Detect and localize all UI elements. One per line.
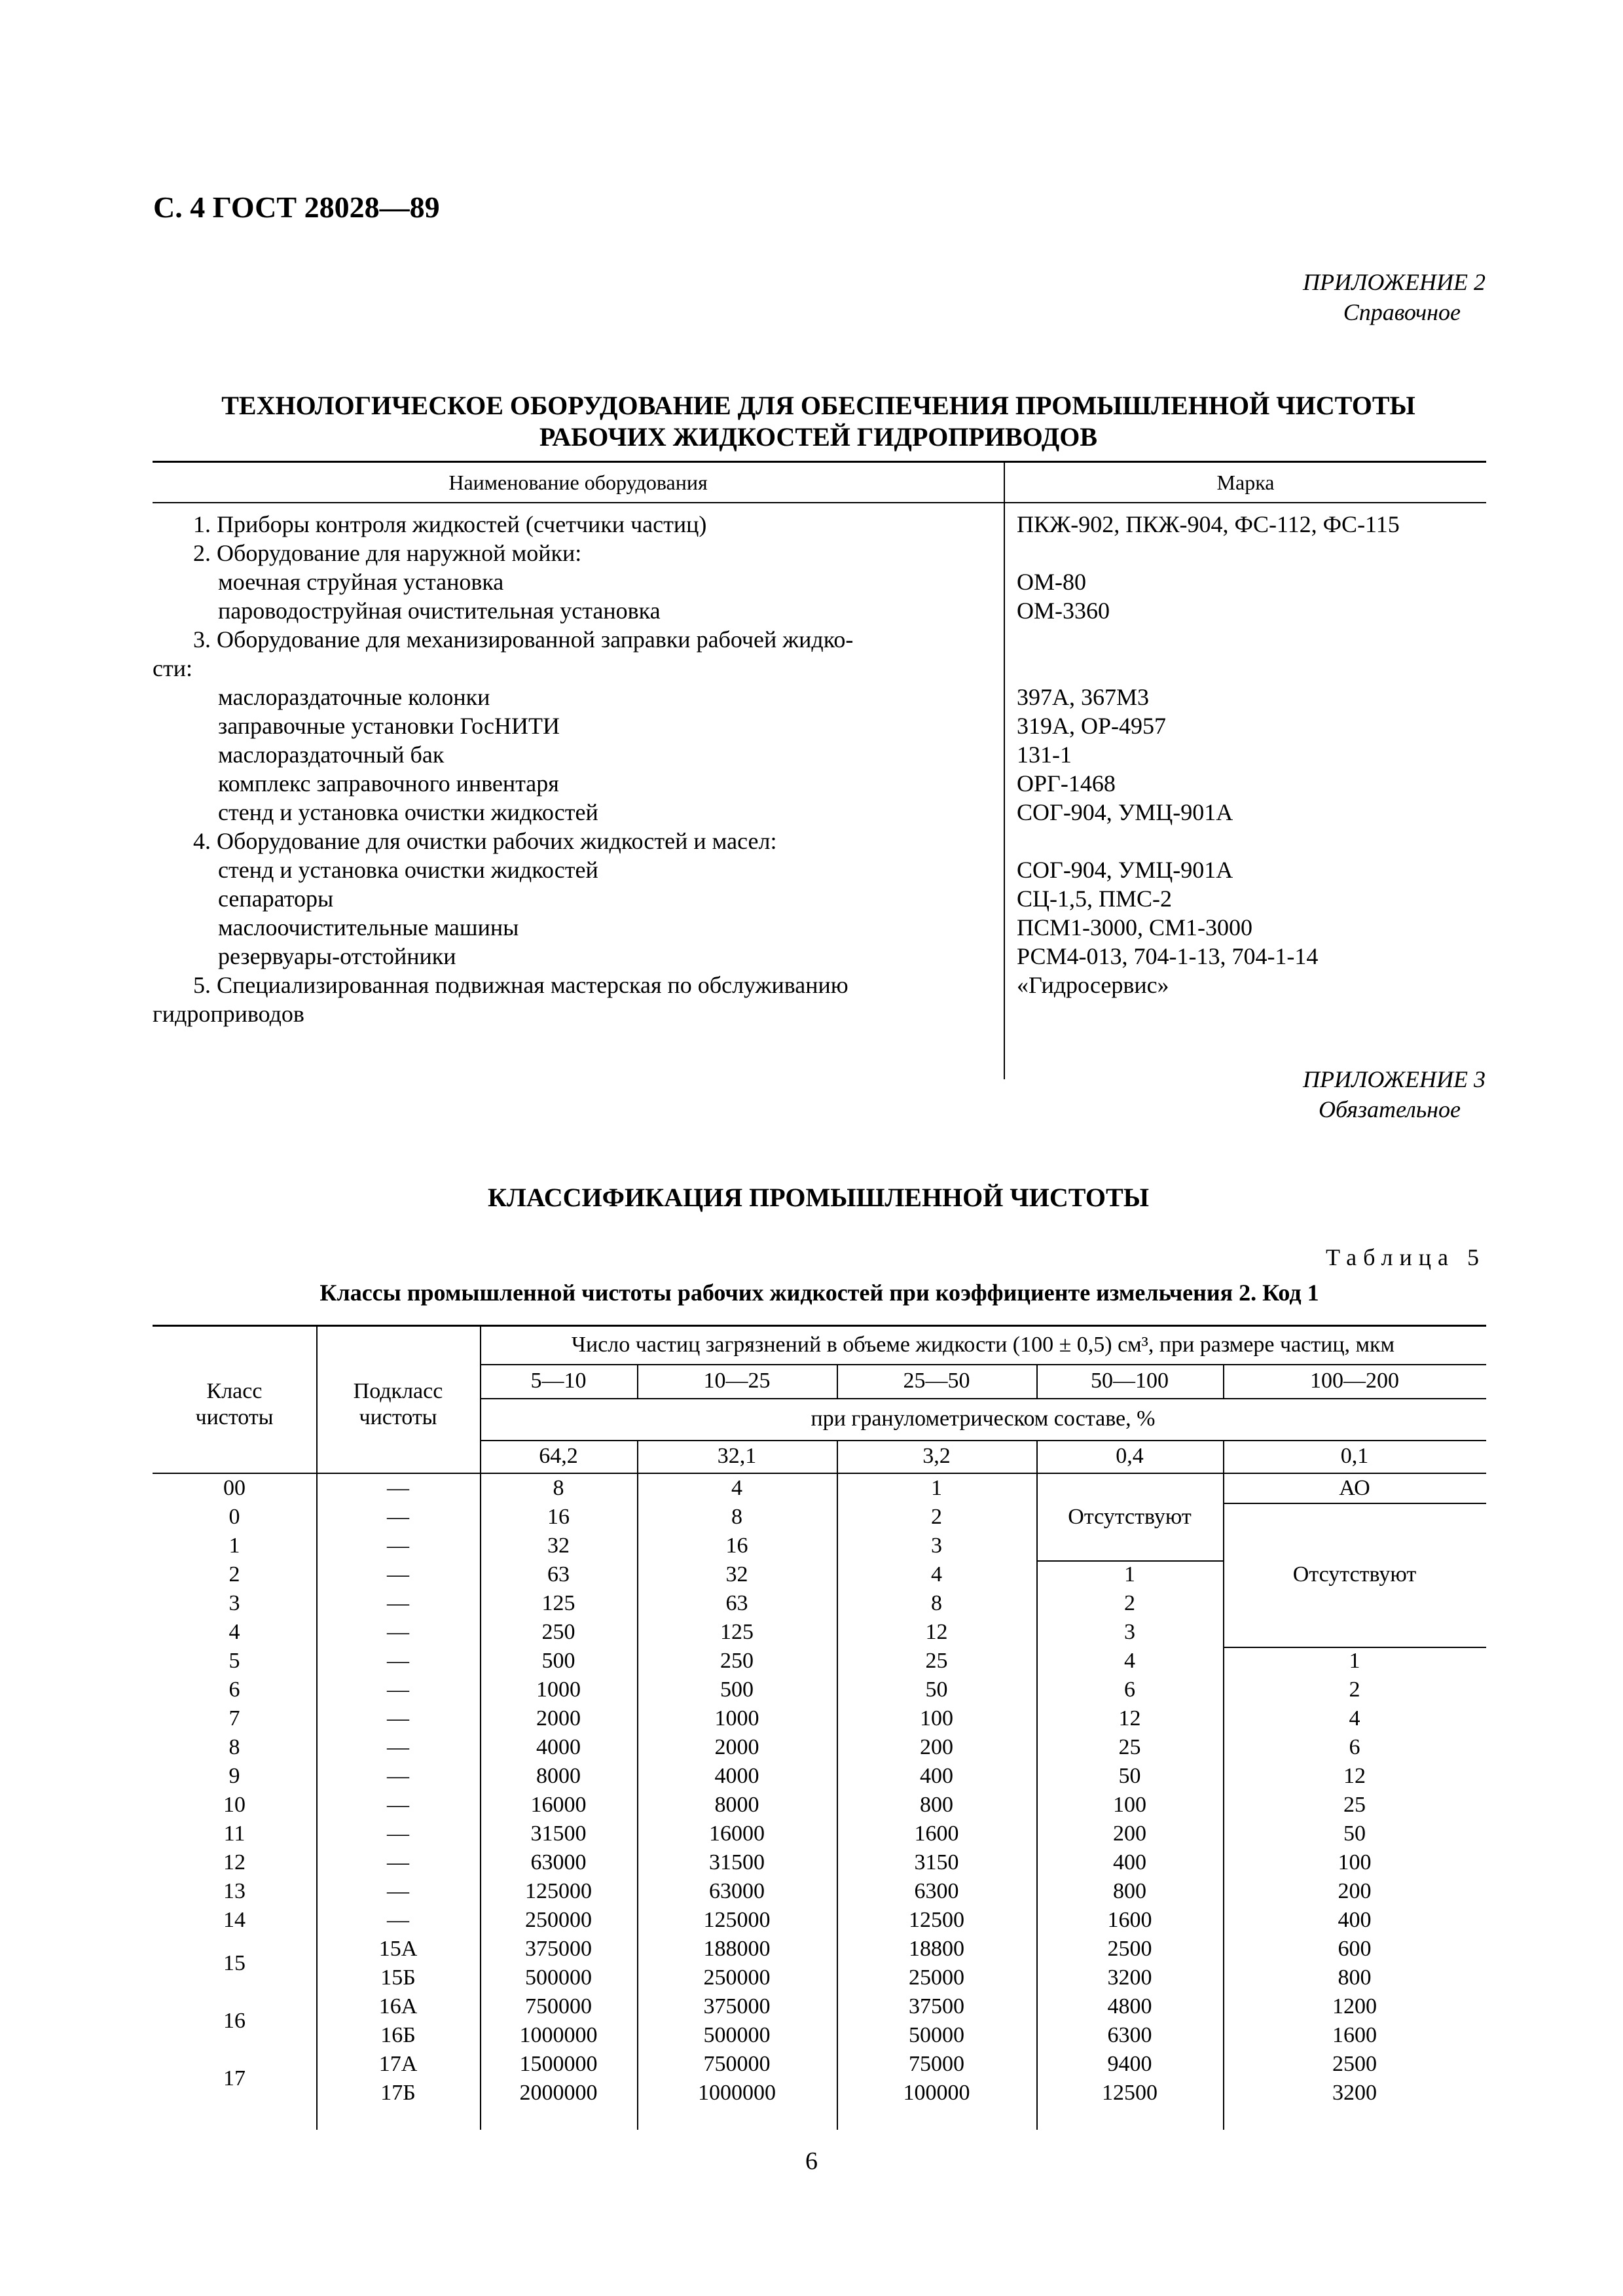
class-value: 5 xyxy=(228,1649,240,1673)
class-value: 14 xyxy=(223,1908,246,1932)
subclass-value: — xyxy=(387,1649,409,1673)
subclass-value: 15Б xyxy=(380,1965,416,1990)
class-value: 00 xyxy=(223,1476,246,1500)
class-value: 11 xyxy=(223,1821,246,1846)
particle-count-value: 1 xyxy=(1124,1562,1135,1587)
section-2-title: КЛАССИФИКАЦИЯ ПРОМЫШЛЕННОЙ ЧИСТОТЫ xyxy=(488,1183,1149,1212)
particle-count-value: 1200 xyxy=(1332,1994,1377,2018)
particle-count-value: 16000 xyxy=(709,1821,765,1846)
equipment-name-cell: стенд и установка очистки жидкостей xyxy=(218,857,598,883)
equipment-mark-cell: ПКЖ-902, ПКЖ-904, ФС-112, ФС-115 xyxy=(1017,511,1400,537)
particle-count-value: 25 xyxy=(925,1649,948,1673)
particle-count-value: 400 xyxy=(1113,1850,1146,1874)
appendix-3-type: Обязательное xyxy=(1319,1096,1461,1122)
particle-count-value: 1000000 xyxy=(698,2081,776,2105)
equipment-mark-cell: СЦ-1,5, ПМС-2 xyxy=(1017,886,1173,912)
class-value: 8 xyxy=(228,1735,240,1759)
absent-note: Отсутствуют xyxy=(1292,1562,1417,1587)
equipment-mark-cell: 319А, ОР-4957 xyxy=(1017,713,1167,739)
particle-count-value: 250000 xyxy=(703,1965,771,1990)
particle-count-value: 37500 xyxy=(909,1994,964,2018)
particle-count-value: 250000 xyxy=(525,1908,592,1932)
column-rule xyxy=(1036,1364,1038,1398)
equipment-name-cell: маслораздаточные колонки xyxy=(218,684,490,710)
particle-count-value: 2 xyxy=(931,1505,942,1529)
particle-count-value: 12 xyxy=(1118,1706,1141,1731)
particle-count-value: 3 xyxy=(931,1534,942,1558)
particle-count-value: 800 xyxy=(920,1793,953,1817)
particle-count-value: 250 xyxy=(541,1620,575,1644)
equipment-name-cell: 3. Оборудование для механизированной заправки рабочей жидко- xyxy=(193,626,854,653)
class-value: 2 xyxy=(228,1562,240,1587)
equipment-mark-cell: ОРГ-1468 xyxy=(1017,770,1116,797)
particle-count-value: 63 xyxy=(725,1591,748,1615)
equipment-name-cell: 4. Оборудование для очистки рабочих жидкостей и масел: xyxy=(193,828,777,854)
section-1-title xyxy=(151,390,1486,453)
subclass-value: — xyxy=(387,1793,409,1817)
particle-count-value: 6300 xyxy=(1107,2023,1152,2047)
particle-count-value: 100 xyxy=(920,1706,953,1731)
particle-count-value: 8 xyxy=(553,1476,564,1500)
particle-count-value: 1600 xyxy=(914,1821,959,1846)
equipment-name-cell: пароводоструйная очистительная установка xyxy=(218,598,661,624)
subclass-value: — xyxy=(387,1821,409,1846)
equipment-name-header: Наименование оборудования xyxy=(153,463,1005,502)
equipment-name-cell: 5. Специализированная подвижная мастерская по обслуживанию xyxy=(193,972,848,998)
percent-header: 0,1 xyxy=(1340,1444,1369,1468)
equipment-name-cell: гидроприводов xyxy=(153,1001,304,1027)
absent-block-rule xyxy=(1036,1560,1223,1562)
size-range-header: 10—25 xyxy=(703,1369,771,1393)
particle-count-value: 63 xyxy=(547,1562,570,1587)
particle-count-value: 2000 xyxy=(714,1735,759,1759)
subclass-value: — xyxy=(387,1677,409,1702)
particle-count-value: 9400 xyxy=(1107,2052,1152,2076)
equipment-name-cell: комплекс заправочного инвентаря xyxy=(218,770,559,797)
equipment-name-cell: моечная струйная установка xyxy=(218,569,504,595)
particle-count-value: 32 xyxy=(725,1562,748,1587)
class-header: Класс xyxy=(206,1379,263,1403)
particle-count-value: 500 xyxy=(720,1677,754,1702)
equipment-mark-cell: РСМ4-013, 704-1-13, 704-1-14 xyxy=(1017,943,1319,969)
table-number: Таблица 5 xyxy=(1326,1244,1486,1270)
absent-block-rule xyxy=(1223,1647,1486,1648)
subclass-value: — xyxy=(387,1908,409,1932)
equipment-name-cell: маслораздаточный бак xyxy=(218,742,445,768)
particle-count-value: 6300 xyxy=(914,1879,959,1903)
particle-count-value: 100 xyxy=(1113,1793,1146,1817)
particle-count-value: 600 xyxy=(1338,1937,1372,1961)
equipment-table xyxy=(153,461,1486,1079)
subclass-value: — xyxy=(387,1850,409,1874)
percent-header: 0,4 xyxy=(1116,1444,1144,1468)
subclass-value: — xyxy=(387,1534,409,1558)
class-value: 10 xyxy=(223,1793,246,1817)
particle-count-value: 1600 xyxy=(1107,1908,1152,1932)
equipment-mark-cell: 397А, 367М3 xyxy=(1017,684,1150,710)
size-range-header: 100—200 xyxy=(1310,1369,1399,1393)
equipment-name-cell: резервуары-отстойники xyxy=(218,943,456,969)
size-range-header: 50—100 xyxy=(1091,1369,1169,1393)
particle-count-value: 18800 xyxy=(909,1937,964,1961)
particle-count-value: 1 xyxy=(931,1476,942,1500)
particle-count-value: 200 xyxy=(1113,1821,1146,1846)
particle-count-value: 500 xyxy=(541,1649,575,1673)
particle-count-value: 50 xyxy=(1343,1821,1366,1846)
appendix-2-label xyxy=(1303,267,1486,327)
particle-count-value: 1600 xyxy=(1332,2023,1377,2047)
subclass-value: — xyxy=(387,1735,409,1759)
equipment-mark-cell: 131-1 xyxy=(1017,742,1072,768)
equipment-mark-cell: ПСМ1-3000, СМ1-3000 xyxy=(1017,914,1253,941)
particle-count-value: 2 xyxy=(1124,1591,1135,1615)
class-value: 12 xyxy=(223,1850,246,1874)
equipment-name-cell: 2. Оборудование для наружной мойки: xyxy=(193,540,582,566)
size-range-header: 5—10 xyxy=(530,1369,587,1393)
particle-count-value: 6 xyxy=(1124,1677,1135,1702)
particle-count-value: 2500 xyxy=(1107,1937,1152,1961)
particle-count-value: 125000 xyxy=(703,1908,771,1932)
subclass-header: Подкласс xyxy=(353,1379,443,1403)
subclass-value: — xyxy=(387,1476,409,1500)
appendix-2-title: ПРИЛОЖЕНИЕ 2 xyxy=(1303,269,1486,295)
section-1-title-line-2: РАБОЧИХ ЖИДКОСТЕЙ ГИДРОПРИВОДОВ xyxy=(539,422,1098,452)
particle-count-value: 250 xyxy=(720,1649,754,1673)
class-value: 6 xyxy=(228,1677,240,1702)
particle-count-value: 750000 xyxy=(525,1994,592,2018)
equipment-mark-cell: СОГ-904, УМЦ-901А xyxy=(1017,799,1233,825)
equipment-name-cell: заправочные установки ГосНИТИ xyxy=(218,713,560,739)
class-value: 0 xyxy=(228,1505,240,1529)
particle-count-value: 2500 xyxy=(1332,2052,1377,2076)
column-rule xyxy=(1223,1364,1224,1398)
equipment-mark-header: Марка xyxy=(1216,470,1275,494)
equipment-name-cell: стенд и установка очистки жидкостей xyxy=(218,799,598,825)
class-value: 16 xyxy=(223,2009,246,2033)
equipment-table-header xyxy=(153,463,1486,503)
particle-count-value: 3150 xyxy=(914,1850,959,1874)
particle-count-value: 200 xyxy=(1338,1879,1372,1903)
ao-note: АО xyxy=(1339,1476,1370,1500)
cleanliness-class-table xyxy=(153,1325,1486,2130)
appendix-2-type: Справочное xyxy=(1343,299,1461,325)
particle-count-value: 2000 xyxy=(536,1706,581,1731)
class-value: 17 xyxy=(223,2066,246,2090)
equipment-mark-cell: «Гидросервис» xyxy=(1017,972,1169,998)
particle-count-value: 4 xyxy=(1124,1649,1135,1673)
particle-count-value: 400 xyxy=(920,1764,953,1788)
percent-header: 3,2 xyxy=(922,1444,951,1468)
subclass-value: — xyxy=(387,1620,409,1644)
size-range-header: 25—50 xyxy=(903,1369,970,1393)
subclass-value: — xyxy=(387,1706,409,1731)
particle-count-value: 25 xyxy=(1343,1793,1366,1817)
particle-count-value: 375000 xyxy=(525,1937,592,1961)
subclass-value: — xyxy=(387,1562,409,1587)
column-rule xyxy=(637,1364,638,1398)
particle-count-value: 100 xyxy=(1338,1850,1372,1874)
subclass-value: — xyxy=(387,1764,409,1788)
subclass-value: — xyxy=(387,1591,409,1615)
column-rule xyxy=(837,1364,838,1398)
subclass-header: чистоты xyxy=(359,1405,437,1429)
particle-count-value: 4 xyxy=(931,1562,942,1587)
equipment-name-cell: маслоочистительные машины xyxy=(218,914,519,941)
particle-count-value: 31500 xyxy=(709,1850,765,1874)
particle-count-value: 12 xyxy=(1343,1764,1366,1788)
granulometric-header: при гранулометрическом составе, % xyxy=(811,1407,1156,1431)
class-value: 7 xyxy=(228,1706,240,1731)
particle-count-value: 125 xyxy=(541,1591,575,1615)
particle-count-value: 125 xyxy=(720,1620,754,1644)
subclass-value: — xyxy=(387,1505,409,1529)
particle-count-value: 400 xyxy=(1338,1908,1372,1932)
section-1-title-line-1: ТЕХНОЛОГИЧЕСКОЕ ОБОРУДОВАНИЕ ДЛЯ ОБЕСПЕЧЕНИЯ ПРОМЫШЛЕННОЙ ЧИСТОТЫ xyxy=(221,391,1415,420)
particle-count-value: 31500 xyxy=(530,1821,587,1846)
particle-count-value: 12500 xyxy=(1102,2081,1158,2105)
particle-count-value: 8 xyxy=(731,1505,742,1529)
particle-count-value: 32 xyxy=(547,1534,570,1558)
particle-count-header: Число частиц загрязнений в объеме жидкости (100 ± 0,5) см³, при размере частиц, мкм xyxy=(571,1333,1395,1357)
subclass-value: 16Б xyxy=(380,2023,416,2047)
particle-count-value: 375000 xyxy=(703,1994,771,2018)
particle-count-value: 1 xyxy=(1349,1649,1360,1673)
class-value: 9 xyxy=(228,1764,240,1788)
subclass-value: 17А xyxy=(378,2052,418,2076)
particle-count-value: 63000 xyxy=(530,1850,587,1874)
class-value: 1 xyxy=(228,1534,240,1558)
particle-count-value: 8000 xyxy=(536,1764,581,1788)
particle-count-value: 750000 xyxy=(703,2052,771,2076)
column-divider xyxy=(1004,503,1005,1079)
particle-count-value: 50 xyxy=(925,1677,948,1702)
class-value: 3 xyxy=(228,1591,240,1615)
particle-count-value: 1000 xyxy=(714,1706,759,1731)
particle-count-value: 1000 xyxy=(536,1677,581,1702)
particle-count-value: 1500000 xyxy=(519,2052,598,2076)
class-value: 4 xyxy=(228,1620,240,1644)
equipment-name-cell: сти: xyxy=(153,655,192,681)
particle-count-value: 200 xyxy=(920,1735,953,1759)
particle-count-value: 8000 xyxy=(714,1793,759,1817)
particle-count-value: 12500 xyxy=(909,1908,964,1932)
subclass-value: 15А xyxy=(378,1937,418,1961)
particle-count-value: 800 xyxy=(1113,1879,1146,1903)
percent-header: 32,1 xyxy=(717,1444,757,1468)
particle-count-value: 12 xyxy=(925,1620,948,1644)
table-top-rule xyxy=(153,1325,1486,1327)
particle-count-value: 188000 xyxy=(703,1937,771,1961)
page-number: 6 xyxy=(805,2147,818,2175)
particle-count-value: 6 xyxy=(1349,1735,1360,1759)
absent-note: Отсутствуют xyxy=(1068,1505,1192,1529)
particle-count-value: 16 xyxy=(547,1505,570,1529)
equipment-mark-cell: ОМ-3360 xyxy=(1017,598,1110,624)
particle-count-value: 100000 xyxy=(903,2081,970,2105)
particle-count-value: 2000000 xyxy=(519,2081,598,2105)
particle-count-value: 800 xyxy=(1338,1965,1372,1990)
particle-count-value: 3200 xyxy=(1332,2081,1377,2105)
subclass-value: — xyxy=(387,1879,409,1903)
equipment-mark-cell: ОМ-80 xyxy=(1017,569,1086,595)
equipment-mark-cell: СОГ-904, УМЦ-901А xyxy=(1017,857,1233,883)
equipment-table-body xyxy=(153,503,1486,1079)
particle-count-value: 50 xyxy=(1118,1764,1141,1788)
particle-count-value: 8 xyxy=(931,1591,942,1615)
equipment-name-cell: 1. Приборы контроля жидкостей (счетчики частиц) xyxy=(193,511,707,537)
particle-count-value: 75000 xyxy=(909,2052,964,2076)
page-header: С. 4 ГОСТ 28028—89 xyxy=(153,190,440,224)
particle-count-value: 4000 xyxy=(536,1735,581,1759)
particle-count-value: 4000 xyxy=(714,1764,759,1788)
percent-header: 64,2 xyxy=(539,1444,578,1468)
particle-count-value: 125000 xyxy=(525,1879,592,1903)
particle-count-value: 2 xyxy=(1349,1677,1360,1702)
subclass-value: 16А xyxy=(378,1994,418,2018)
particle-count-value: 4800 xyxy=(1107,1994,1152,2018)
particle-count-value: 25 xyxy=(1118,1735,1141,1759)
particle-count-value: 50000 xyxy=(909,2023,964,2047)
equipment-name-cell: сепараторы xyxy=(218,886,334,912)
appendix-3-title: ПРИЛОЖЕНИЕ 3 xyxy=(1303,1066,1486,1092)
particle-count-value: 25000 xyxy=(909,1965,964,1990)
particle-count-value: 500000 xyxy=(703,2023,771,2047)
particle-count-value: 500000 xyxy=(525,1965,592,1990)
table-caption: Классы промышленной чистоты рабочих жидкостей при коэффициенте измельчения 2. Код 1 xyxy=(319,1280,1319,1306)
particle-count-value: 16000 xyxy=(530,1793,587,1817)
particle-count-value: 16 xyxy=(725,1534,748,1558)
particle-count-value: 3 xyxy=(1124,1620,1135,1644)
class-header: чистоты xyxy=(195,1405,274,1429)
particle-count-value: 4 xyxy=(1349,1706,1360,1731)
particle-count-value: 3200 xyxy=(1107,1965,1152,1990)
appendix-3-label xyxy=(1303,1064,1486,1124)
class-value: 15 xyxy=(223,1951,246,1975)
particle-count-value: 63000 xyxy=(709,1879,765,1903)
class-value: 13 xyxy=(223,1879,246,1903)
particle-count-value: 1000000 xyxy=(519,2023,598,2047)
subclass-value: 17Б xyxy=(380,2081,416,2105)
particle-count-value: 4 xyxy=(731,1476,742,1500)
